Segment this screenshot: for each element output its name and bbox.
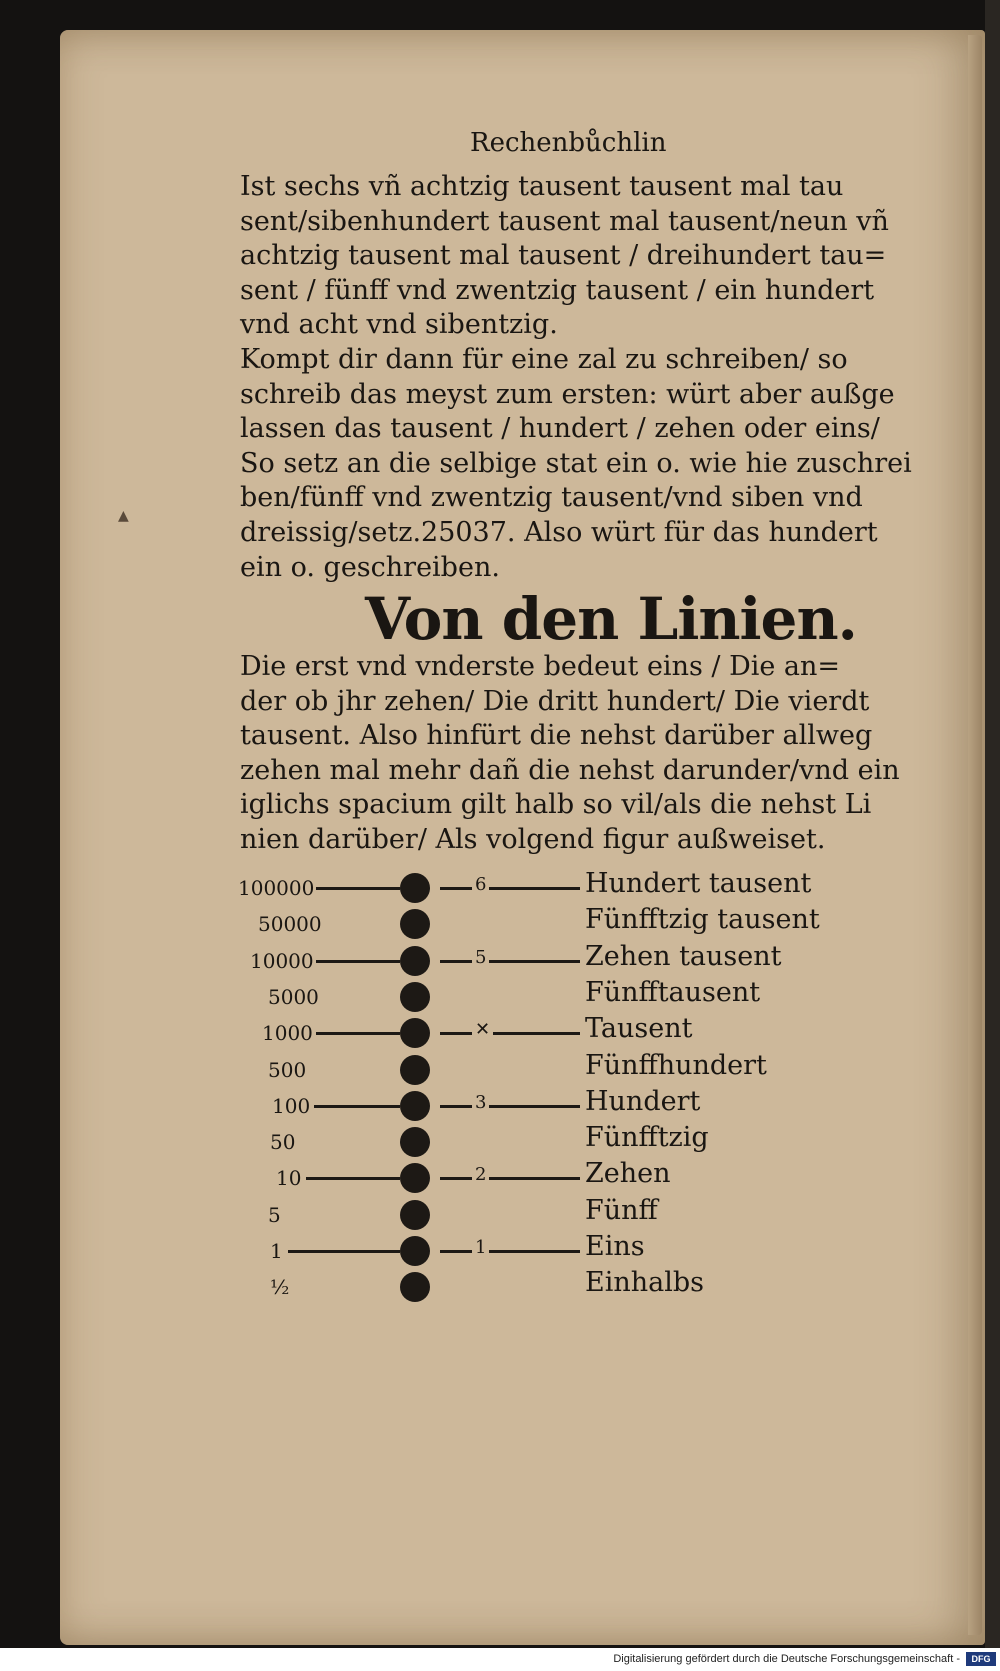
figure-space-row [0,1124,1000,1158]
figure-value-word: Fünff [585,1194,658,1226]
figure-number: 1000 [262,1021,313,1046]
figure-line-mark: ✕ [472,1019,493,1040]
text-line: So setz an die selbige stat ein o. wie hie zuschrei [240,447,912,479]
text-line: Die erst vnd vnderste bedeut eins / Die an= [240,651,841,682]
figure-number: 50 [270,1130,296,1155]
figure-value-word: Eins [585,1231,645,1262]
scan-background [985,0,1000,1671]
text-line: lassen das tausent / hundert / zehen oder eins/ [240,413,880,445]
counting-line-left [314,1105,400,1108]
figure-line-row [0,1015,1000,1049]
text-line: sent/sibenhundert tausent mal tausent/neun vñ [240,205,889,237]
figure-number: 500 [268,1057,307,1082]
figure-space-row [0,906,1000,940]
footer-credit: Digitalisierung gefördert durch die Deutsche Forschungsgemeinschaft - [613,1653,960,1665]
figure-number: 100000 [238,876,315,900]
figure-line-mark: 1 [472,1237,489,1258]
figure-line-row [0,1233,1000,1267]
counting-line-right [440,1105,580,1108]
paragraph-2 [240,343,930,585]
text-line: Ist sechs vñ achtzig tausent tausent mal tau [240,171,844,202]
counter-bead [400,1163,430,1193]
figure-value-word: Zehen tausent [585,940,782,972]
margin-mark: ▲ [118,508,129,524]
counter-bead [400,1272,430,1302]
figure-number: 1 [270,1239,283,1263]
figure-value-word: Fünffhundert [585,1049,767,1081]
figure-line-mark: 5 [472,947,489,968]
figure-line-mark: 2 [472,1164,489,1185]
counting-line-right [440,1250,580,1253]
figure-space-row [0,976,1000,1013]
text-line: zehen mal mehr dañ die nehst darunder/vnd ein [240,754,900,786]
figure-line-mark: 3 [472,1092,489,1113]
figure-number: ½ [270,1275,290,1300]
counter-bead [400,1200,430,1230]
counter-bead [400,1091,430,1121]
text-line: dreissig/setz.25037. Also würt für das hundert [240,516,878,548]
counting-line-left [316,887,400,890]
counter-bead [400,982,430,1012]
text-line: sent / fünff vnd zwentzig tausent / ein hundert [240,274,875,306]
footer-bar [0,1648,1000,1671]
paragraph-3 [240,650,930,858]
figure-space-row [0,1049,1000,1086]
counting-line-right [440,1032,580,1035]
text-line: vnd acht vnd sibentzig. [240,309,558,341]
section-title: Von den Linien. [365,585,857,653]
counting-line-right [440,960,580,963]
running-head: Rechenbůchlin [470,128,667,158]
dfg-logo: DFG [966,1652,996,1666]
figure-number: 100 [272,1093,311,1118]
figure-value-word: Fünfftzig [585,1122,709,1154]
figure-number: 5000 [268,984,319,1009]
figure-space-row [0,1269,1000,1303]
figure-space-row [0,1194,1000,1231]
figure-number: 5 [268,1202,281,1227]
text-line: nien darüber/ Als volgend figur außweiset. [240,823,826,855]
counting-line-right [440,887,580,890]
counter-bead [400,1127,430,1157]
figure-number: 10 [276,1166,302,1191]
paragraph-1 [240,170,930,343]
figure-line-row [0,870,1000,904]
text-line: Kompt dir dann für eine zal zu schreiben/ so [240,344,848,375]
counter-bead [400,909,430,939]
counting-line-left [316,1032,400,1035]
figure-line-row [0,1160,1000,1194]
text-line: ein o. geschreiben. [240,551,500,583]
text-line: ben/fünff vnd zwentzig tausent/vnd siben vnd [240,482,863,514]
counter-bead [400,946,430,976]
figure-value-word: Hundert [585,1085,701,1117]
counting-line-left [288,1250,400,1253]
text-line: achtzig tausent mal tausent / dreihundert tau= [240,240,887,272]
page-edge [968,35,982,1635]
figure-value-word: Fünfftzig tausent [585,904,820,936]
figure-line-row [0,940,1000,977]
text-line: schreib das meyst zum ersten: würt aber außge [240,378,895,410]
figure-number: 10000 [250,948,314,973]
counting-line-left [306,1177,400,1180]
text-line: iglichs spacium gilt halb so vil/als die nehst Li [240,789,872,821]
counter-bead [400,1236,430,1266]
figure-number: 50000 [258,912,322,937]
figure-value-word: Zehen [585,1158,671,1190]
counting-line-left [316,960,400,963]
counter-bead [400,873,430,903]
counting-line-right [440,1177,580,1180]
figure-value-word: Hundert tausent [585,868,812,899]
figure-value-word: Fünfftausent [585,976,761,1008]
figure-line-row [0,1085,1000,1122]
figure-line-mark: 6 [472,874,489,895]
figure-value-word: Einhalbs [585,1267,704,1299]
counter-bead [400,1055,430,1085]
counter-bead [400,1018,430,1048]
text-line: tausent. Also hinfürt die nehst darüber allweg [240,720,873,752]
text-line: der ob jhr zehen/ Die dritt hundert/ Die vierdt [240,685,870,717]
figure-value-word: Tausent [585,1013,693,1045]
